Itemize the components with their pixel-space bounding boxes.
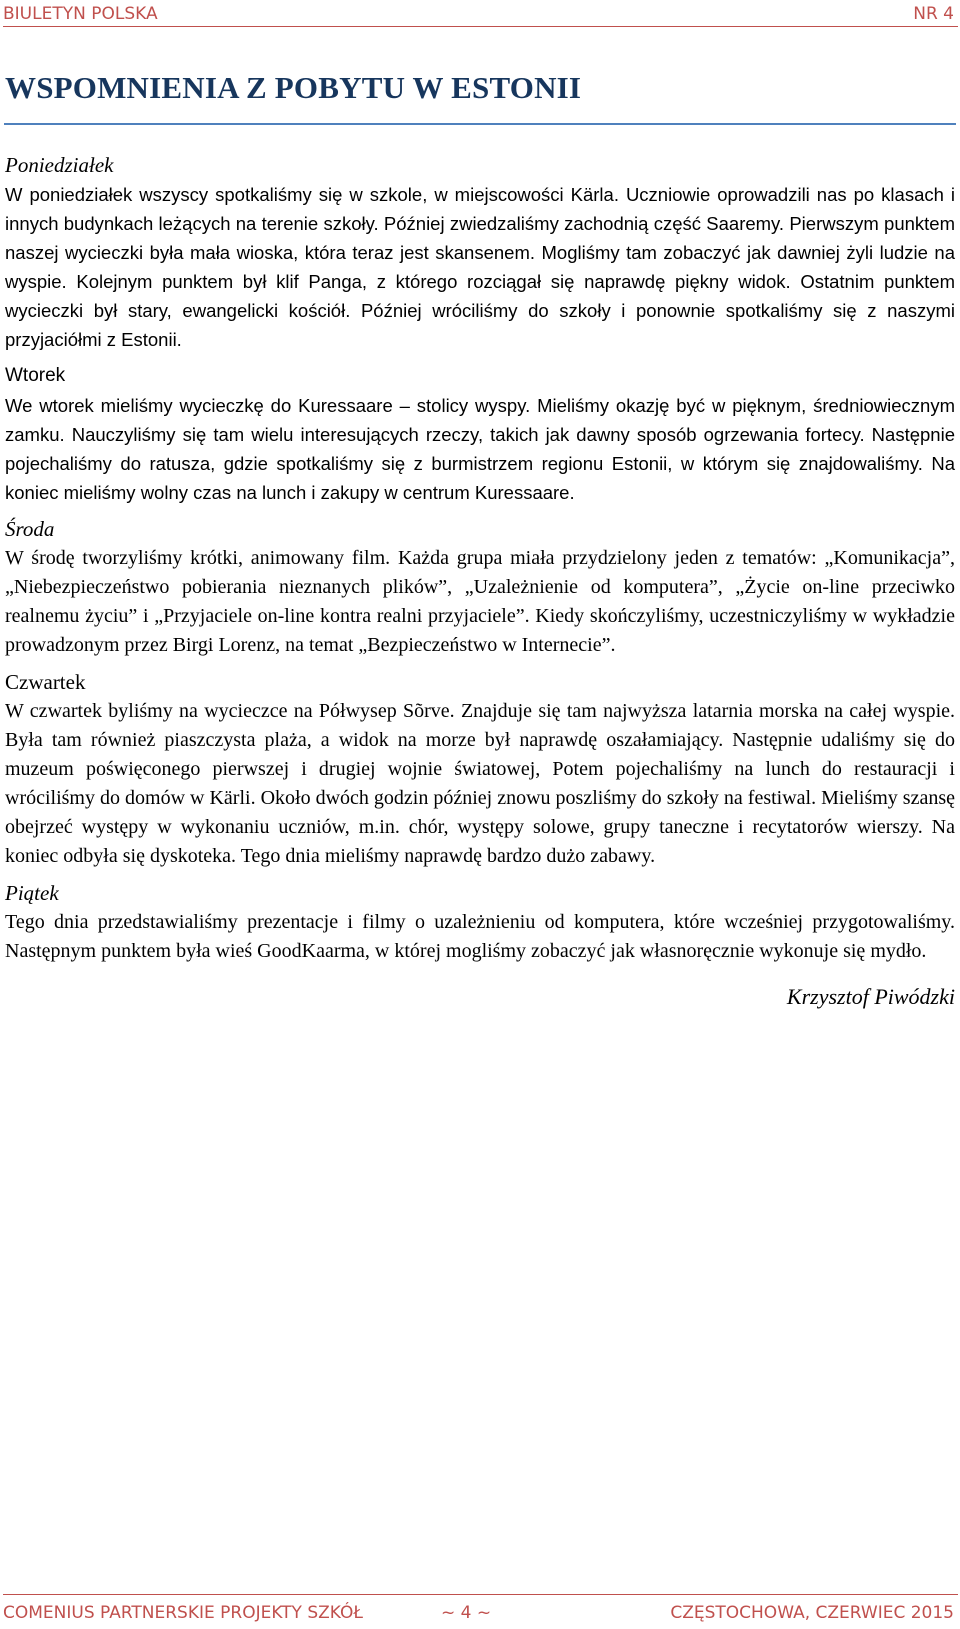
section-monday <box>5 150 955 354</box>
day-heading: Wtorek <box>5 365 66 386</box>
day-paragraph: Tego dnia przedstawialiśmy prezentacje i filmy o uzależnieniu od komputera, które wcześniej przygotowaliśmy. Następnym punktem była wieś GoodKaarma, w której mogliśmy zobaczyć jak własnoręcznie wykonuje się mydło. <box>5 911 955 962</box>
day-heading: Piątek <box>5 881 59 905</box>
article-title: WSPOMNIENIA Z POBYTU W ESTONII <box>5 70 582 105</box>
day-heading: Poniedziałek <box>5 153 114 177</box>
section-wednesday <box>5 514 955 660</box>
footer-project-name: COMENIUS PARTNERSKIE PROJEKTY SZKÓŁ <box>3 1603 363 1623</box>
running-footer <box>3 1594 958 1625</box>
author-signature: Krzysztof Piwódzki <box>786 984 955 1009</box>
day-paragraph: W poniedziałek wszyscy spotkaliśmy się w szkole, w miejscowości Kärla. Uczniowie oprowadzili nas po klasach i innych budynkach leżących na terenie szkoły. Później zwiedzaliśmy zachodnią część Saaremy. Pierwszym punktem naszej wycieczki była mała wioska, która teraz jest skansenem. Mogliśmy tam zobaczyć jak dawniej żyli ludzie na wyspie. Kolejnym punktem był klif Panga, z którego rozciągał się naprawdę piękny widok. Ostatnim punktem wycieczki był stary, ewangelicki kościół. Później wróciliśmy do szkoły i ponownie spotkaliśmy się z naszymi przyjaciółmi z Estonii. <box>5 184 955 350</box>
footer-place-date: CZĘSTOCHOWA, CZERWIEC 2015 <box>670 1603 954 1623</box>
day-paragraph: We wtorek mieliśmy wycieczkę do Kuressaare – stolicy wyspy. Mieliśmy okazję być w pięknym, średniowiecznym zamku. Nauczyliśmy się tam wielu interesujących rzeczy, takich jak dawny sposób ogrzewania fortecy. Następnie pojechaliśmy do ratusza, gdzie spotkaliśmy się z burmistrzem regionu Estonii, w którym się znajdowaliśmy. Na koniec mieliśmy wolny czas na lunch i zakupy w centrum Kuressaare. <box>5 395 955 503</box>
day-paragraph: W środę tworzyliśmy krótki, animowany film. Każda grupa miała przydzielony jeden z tematów: „Komunikacja”, „Niebezpieczeństwo pobierania nieznanych plików”, „Uzależnienie od komputera”, „Życie on-line przeciwko realnemu życiu” i „Przyjaciele on-line kontra realni przyjaciele”. Kiedy skończyliśmy, uczestniczyliśmy w wykładzie prowadzonym przez Birgi Lorenz, na temat „Bezpieczeństwo w Internecie”. <box>5 547 955 656</box>
header-issue-number: NR 4 <box>913 4 954 24</box>
day-heading: Środa <box>5 517 55 541</box>
section-thursday <box>5 667 955 871</box>
page-number: ~ 4 ~ <box>441 1603 492 1623</box>
day-paragraph: W czwartek byliśmy na wycieczce na Półwysep Sõrve. Znajduje się tam najwyższa latarnia morska na całej wyspie. Była tam również piaszczysta plaża, a widok na morze był naprawdę oszałamiający. Następnie udaliśmy się do muzeum poświęconego pierwszej i drugiej wojnie światowej, Potem pojechaliśmy na lunch do restauracji i wróciliśmy do domów w Kärli. Około dwóch godzin później znowu poszliśmy do szkoły na festiwal. Mieliśmy szansę obejrzeć występy w wykonaniu uczniów, m.in. chór, występy solowe, grupy taneczne i recytatorów wierszy. Na koniec odbyła się dyskoteka. Tego dnia mieliśmy naprawdę bardzo dużo zabawy. <box>5 700 955 867</box>
title-divider <box>4 123 956 125</box>
section-tuesday <box>5 361 955 507</box>
section-friday <box>5 878 955 966</box>
day-heading: Czwartek <box>5 670 86 694</box>
running-header <box>3 2 958 27</box>
header-publication-title: BIULETYN POLSKA <box>3 4 158 24</box>
article-body <box>5 150 955 1011</box>
